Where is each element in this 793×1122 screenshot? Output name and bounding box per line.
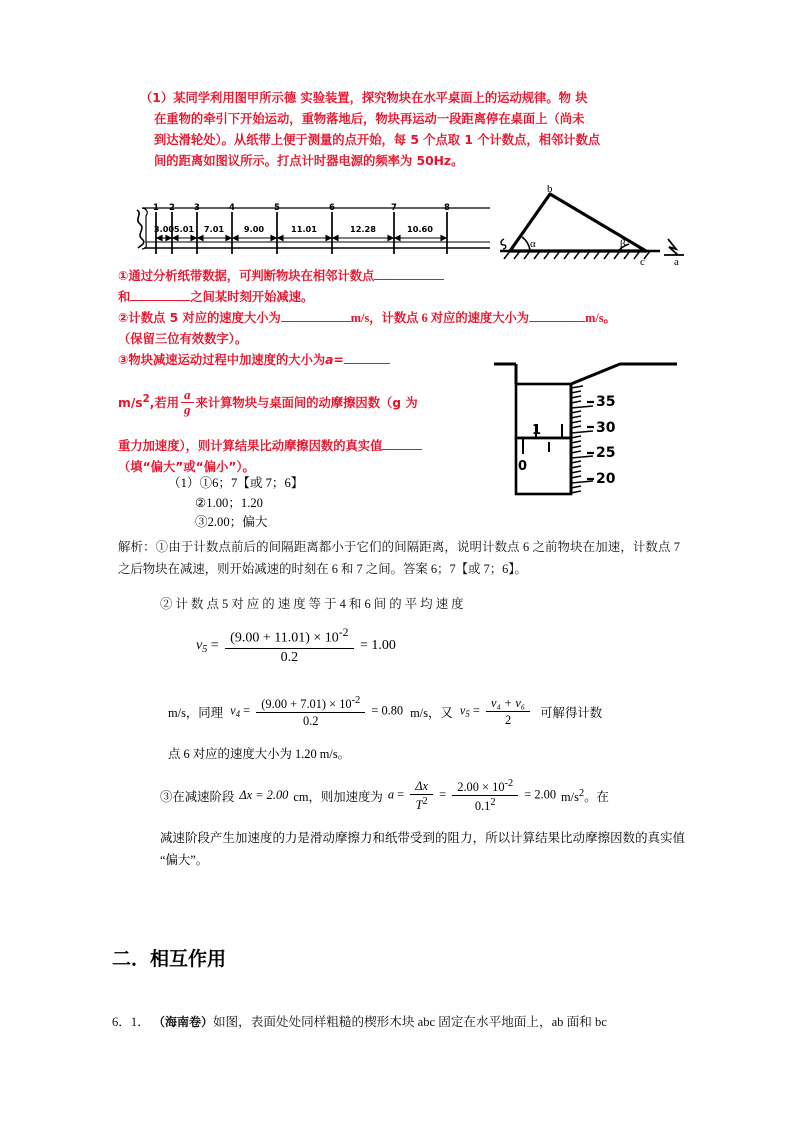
- subq-3-line-3: 重力加速度），则计算结果比动摩擦因数的真实值: [118, 436, 678, 457]
- analysis-block: [118, 537, 680, 580]
- v5-symbol: v: [196, 638, 203, 654]
- tape-point-label-3: 3: [194, 203, 200, 213]
- answer-blank-4[interactable]: [529, 321, 585, 322]
- tape-interval-1: 3.00: [153, 224, 175, 234]
- micrometer-sleeve-label-0: 0: [518, 459, 528, 474]
- wedge-label-alpha: α: [530, 238, 536, 250]
- v5avg-fraction: $\frac{\text{v₄ + v₆}}{2}$: [486, 696, 530, 728]
- a-unit-wrap: $m/s^2$。在: [561, 787, 609, 804]
- tape-interval-3: 7.01: [203, 224, 225, 234]
- tape-interval-4: 9.00: [243, 224, 265, 234]
- answer-blank-6[interactable]: [382, 449, 422, 450]
- tape-point-label-2: 2: [169, 203, 175, 213]
- section-heading: 二．相互作用: [112, 948, 227, 970]
- v4-fraction: $\frac{(9.00 + 7.01) \times 10^{-2}}{0.2}$: [256, 695, 365, 729]
- formula-v5: $v_5$ = $\frac{(9.00 + 11.01) \times 10^{-2}}{0.2}$ = 1.00: [196, 626, 396, 665]
- symbol-a: a: [325, 353, 334, 367]
- subq-3-line-1: ③物块减速运动过程中加速度的大小为a=: [118, 350, 678, 371]
- answer-blank-1[interactable]: [374, 279, 444, 280]
- v4-result: = 0.80: [371, 703, 404, 718]
- micrometer-thimble-label-30: 30: [596, 420, 616, 436]
- micrometer-thimble-label-20: 20: [596, 471, 616, 487]
- v5-fraction: $\frac{(9.00 + 11.01) \times 10^{-2}}{0.2}$: [225, 626, 353, 666]
- answer-line-1: （1）①6；7【或 7；6】: [168, 476, 304, 490]
- analysis-paragraph-1: 解析：①由于计数点前后的间隔距离都小于它们的间隔距离，说明计数点 6 之前物块在加速，计数点 7 之后物块在减速，则开始减速的时刻在 6 和 7 之间。答案 6；7【或 7；6】。: [118, 540, 680, 576]
- micrometer-thimble-label-35: 35: [596, 394, 616, 410]
- subq-1-line-2: 和 之间某时刻开始减速。: [118, 290, 314, 304]
- analysis-v6-line: 点 6 对应的速度大小为 1.20 m/s。: [168, 747, 351, 761]
- tape-point-label-6: 6: [329, 203, 335, 213]
- a-prefix: ③在减速阶段: [160, 789, 235, 804]
- tape-point-label-1: 1: [153, 203, 159, 213]
- wedge-label-c: c: [640, 256, 645, 267]
- wedge-label-b: b: [547, 183, 553, 195]
- analysis-tail-1: 可解得计数: [540, 705, 603, 720]
- q6-number: 6．1．: [112, 1015, 150, 1029]
- a-result: = 2.00: [524, 787, 557, 802]
- answer-line-3: ③2.00；偏大: [195, 515, 268, 529]
- answer-blank-5[interactable]: [344, 363, 390, 364]
- fraction-a-over-g: $\frac{a}{g}$: [181, 388, 194, 416]
- q6-body: 如图，表面处处同样粗糙的楔形木块 abc 固定在水平地面上，ab 面和 bc: [212, 1015, 607, 1029]
- subq-2-line-2: （保留三位有效数字）。: [118, 332, 248, 346]
- tape-point-label-8: 8: [444, 203, 450, 213]
- a-fraction-1: $\frac{\Delta x}{T^2}$: [410, 779, 433, 813]
- question-line-1: （1）某同学利用图甲所示德 实验装置，探究物块在水平桌面上的运动规律。物 块: [140, 91, 588, 105]
- a-cm-text: cm，则加速度为: [293, 789, 383, 804]
- analysis-paragraph-2: [160, 594, 680, 612]
- answer-line-2: ②1.00；1.20: [195, 495, 263, 510]
- wedge-label-beta: β: [620, 238, 626, 250]
- tape-interval-5: 11.01: [291, 224, 317, 234]
- tape-measurement-figure: [134, 196, 494, 258]
- tape-svg: [134, 196, 494, 258]
- unit-ms-2: m/s，又: [410, 705, 453, 720]
- unit-exponent: 2: [142, 392, 150, 405]
- tape-point-label-7: 7: [391, 203, 397, 213]
- analysis-p2-text: ② 计 数 点 5 对 应 的 速 度 等 于 4 和 6 间 的 平 均 速 度: [160, 597, 464, 611]
- subq-3-line-4: （填“偏大”或“偏小”）。: [118, 460, 255, 474]
- subq-3-line-2: $m/s^2$,若用 $\frac{a}{g}$ 来计算物块与桌面间的动摩擦因数（g 为: [118, 387, 418, 417]
- question-line-3: 到达滑轮处）。从纸带上便于测量的点开始，每 5 个点取 1 个计数点，相邻计数点: [154, 133, 601, 147]
- sub-questions-block: [118, 266, 678, 371]
- formula-v5-avg: $v_5$ = $\frac{\text{v₄ + v₆}}{2}$: [460, 696, 533, 728]
- micrometer-thimble-label-25: 25: [596, 445, 616, 461]
- v5-result: = 1.00: [360, 638, 396, 654]
- wedge-block-figure: [498, 183, 690, 267]
- subq-2-line-1: ②计数点 5 对应的速度大小为 m/s，计数点 6 对应的速度大小为 m/s。: [118, 311, 616, 325]
- micrometer-sleeve-label-1: 1: [532, 423, 542, 438]
- q6-exam-source: （海南卷）: [152, 1015, 213, 1029]
- formula-v4-line: [168, 695, 683, 729]
- unit-ms-1: m/s，同理: [168, 705, 224, 720]
- question-line-2: 在重物的牵引下开始运动，重物落地后，物块再运动一段距离停在桌面上（尚未: [154, 112, 585, 126]
- answer-blank-3[interactable]: [281, 321, 351, 322]
- formula-acceleration-line: [160, 778, 685, 814]
- answer-blank-2[interactable]: [130, 300, 190, 301]
- formula-a: a = $\frac{\Delta x}{T^2}$ = $\frac{2.00 \times 10^{-2}}{0.1^2}$ = 2.00: [387, 778, 557, 814]
- a-fraction-2: $\frac{2.00 \times 10^{-2}}{0.1^2}$: [452, 778, 518, 814]
- tape-point-label-5: 5: [274, 203, 280, 213]
- question-line-4: 间的距离如图议所示。打点计时器电源的频率为 50Hz。: [154, 154, 464, 168]
- delta-x-value: Δx = 2.00: [239, 788, 289, 803]
- wedge-svg: [498, 183, 690, 267]
- formula-v4: $v_4$ = $\frac{(9.00 + 7.01) \times 10^{-2}}{0.2}$ = 0.80: [230, 695, 404, 729]
- question-paragraph: [140, 88, 685, 172]
- subq-1-line-1: ①通过分析纸带数据，可判断物块在相邻计数点: [118, 266, 678, 287]
- tape-point-label-4: 4: [229, 203, 235, 213]
- wedge-label-a: a: [674, 256, 679, 267]
- answer-block: [168, 474, 568, 533]
- tape-interval-6: 12.28: [350, 224, 376, 234]
- tape-interval-2: 5.01: [173, 224, 195, 234]
- analysis-final-paragraph: 减速阶段产生加速度的力是滑动摩擦力和纸带受到的阻力，所以计算结果比动摩擦因数的真实值 “偏大”。: [160, 831, 685, 867]
- tape-interval-7: 10.60: [407, 224, 433, 234]
- question-6: [112, 1012, 684, 1033]
